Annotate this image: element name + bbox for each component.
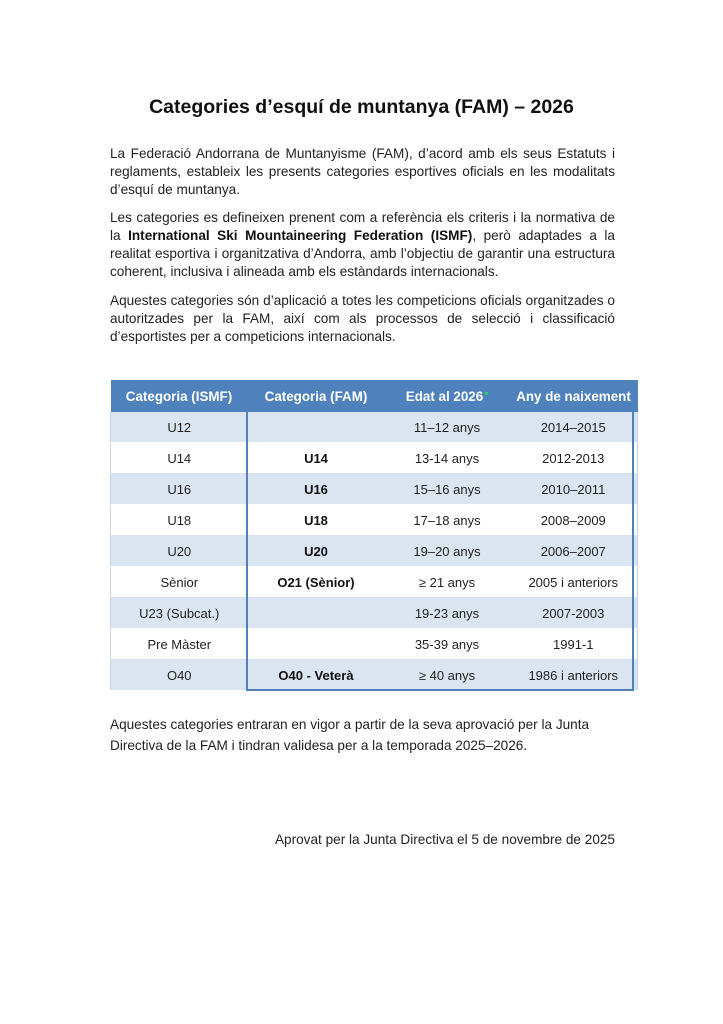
validity-paragraph: Aquestes categories entraran en vigor a partir de la seva aprovació per la Junta Directiva de la FAM i tindran validesa per a la temporada 2025–2026. — [110, 717, 590, 753]
cell-age: 17–18 anys — [385, 505, 510, 536]
cell-ismf: U20 — [111, 536, 248, 567]
table-row — [111, 567, 638, 598]
cell-fam: U18 — [248, 505, 385, 536]
cell-fam: U20 — [248, 536, 385, 567]
cell-fam: O40 - Veterà — [248, 660, 385, 691]
cell-age: ≥ 40 anys — [385, 660, 510, 691]
table-row — [111, 443, 638, 474]
cell-ismf: Sènior — [111, 567, 248, 598]
cell-ismf: U12 — [111, 412, 248, 443]
cell-age: 11–12 anys — [385, 412, 510, 443]
cell-ismf: Pre Màster — [111, 629, 248, 660]
table-row — [111, 474, 638, 505]
table-row — [111, 505, 638, 536]
cell-fam: U14 — [248, 443, 385, 474]
cell-age: ≥ 21 anys — [385, 567, 510, 598]
cell-fam: U16 — [248, 474, 385, 505]
scope-paragraph: Aquestes categories són d’aplicació a totes les competicions oficials organitzades o autoritzades per la FAM, així com als processos de selecció i classificació d’esportistes per a competicions internacionals. — [110, 293, 615, 344]
cell-birth: 2014–2015 — [510, 412, 638, 443]
cell-age: 15–16 anys — [385, 474, 510, 505]
header-age — [385, 380, 510, 412]
categories-table — [110, 380, 638, 691]
table-header-row — [111, 380, 638, 412]
cell-birth: 2005 i anteriors — [510, 567, 638, 598]
cell-age: 19-23 anys — [385, 598, 510, 629]
criteria-paragraph — [110, 209, 615, 281]
cell-fam — [248, 629, 385, 660]
cell-ismf: O40 — [111, 660, 248, 691]
table-row — [111, 598, 638, 629]
cell-birth: 2007-2003 — [510, 598, 638, 629]
criteria-text-before: Les categories es defineixen prenent com a referència els criteris i la normativa de la — [110, 210, 615, 243]
cell-birth: 2006–2007 — [510, 536, 638, 567]
cell-birth: 2008–2009 — [510, 505, 638, 536]
approval-note: Aprovat per la Junta Directiva el 5 de novembre de 2025 — [274, 832, 615, 847]
cell-age: 35-39 anys — [385, 629, 510, 660]
header-fam: Categoria (FAM) — [248, 380, 385, 412]
intro-paragraph: La Federació Andorrana de Muntanyisme (FAM), d’acord amb els seus Estatuts i reglaments, estableix les presents categories esportives oficials en les modalitats d’esquí de muntanya. — [110, 146, 615, 197]
table-row — [111, 536, 638, 567]
categories-table-wrapper — [110, 380, 637, 691]
cell-ismf: U23 (Subcat.) — [111, 598, 248, 629]
table-row — [111, 660, 638, 691]
cell-fam: O21 (Sènior) — [248, 567, 385, 598]
table-row — [111, 629, 638, 660]
comment-marker-icon — [485, 392, 488, 395]
cell-birth: 1986 i anteriors — [510, 660, 638, 691]
cell-birth: 2012-2013 — [510, 443, 638, 474]
header-ismf: Categoria (ISMF) — [111, 380, 248, 412]
cell-ismf: U14 — [111, 443, 248, 474]
criteria-text-after: , però adaptades a la realitat esportiva i organitzativa d’Andorra, amb l’objectiu de garantir una estructura coherent, inclusiva i alineada amb els estàndards internacionals. — [110, 228, 615, 279]
cell-fam — [248, 412, 385, 443]
cell-age: 13-14 anys — [385, 443, 510, 474]
cell-birth: 1991-1 — [510, 629, 638, 660]
header-birth-year: Any de naixement — [510, 380, 638, 412]
cell-ismf: U18 — [111, 505, 248, 536]
cell-birth: 2010–2011 — [510, 474, 638, 505]
cell-fam — [248, 598, 385, 629]
cell-age: 19–20 anys — [385, 536, 510, 567]
header-age-label: Edat al 2026 — [405, 388, 484, 404]
cell-ismf: U16 — [111, 474, 248, 505]
page-title: Categories d’esquí de muntanya (FAM) – 2026 — [149, 96, 574, 118]
table-row — [111, 412, 638, 443]
ismf-name: International Ski Mountaineering Federation (ISMF) — [128, 228, 473, 243]
